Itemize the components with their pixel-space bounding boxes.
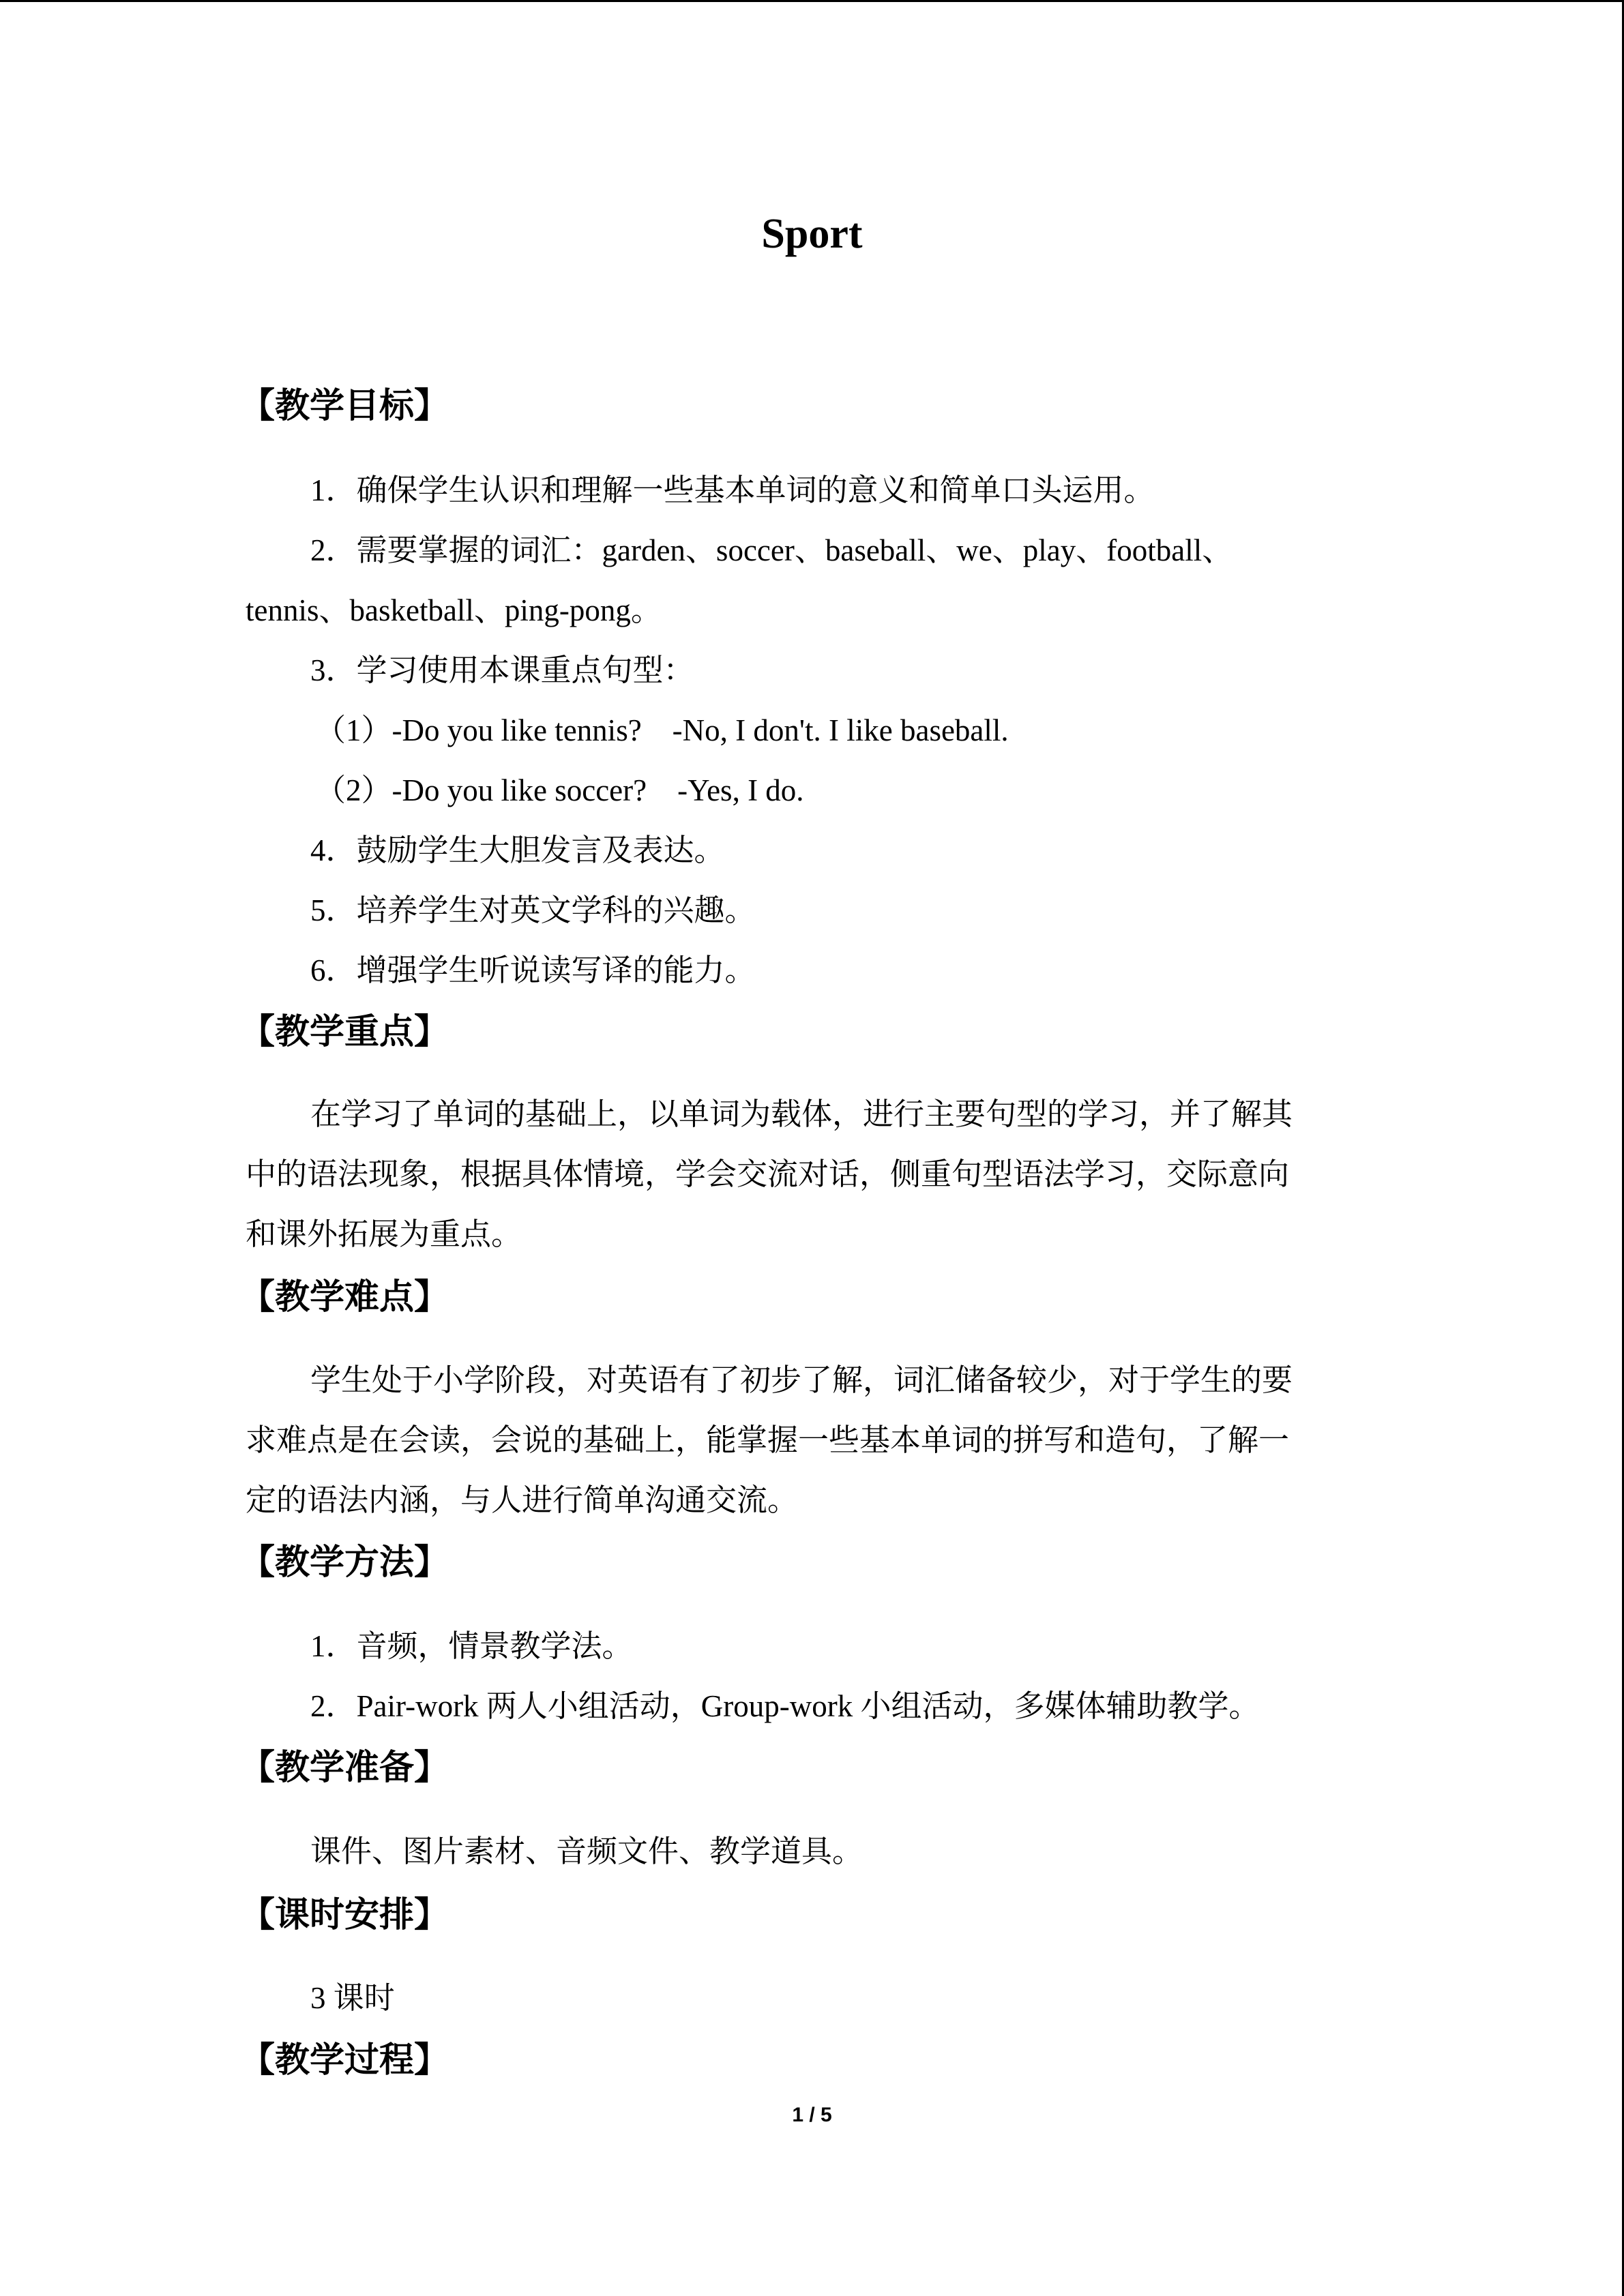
key-points-line: 和课外拓展为重点。	[246, 1217, 522, 1251]
document-title: Sport	[761, 211, 863, 257]
heading-process: 【教学过程】	[240, 2040, 449, 2081]
objective-line: 1．确保学生认识和理解一些基本单词的意义和简单口头运用。	[310, 473, 1155, 507]
key-points-line: 在学习了单词的基础上，以单词为载体，进行主要句型的学习，并了解其	[310, 1097, 1293, 1131]
heading-difficulties: 【教学难点】	[240, 1277, 449, 1317]
preparation-line: 课件、图片素材、音频文件、教学道具。	[310, 1834, 863, 1868]
heading-key-points: 【教学重点】	[240, 1012, 449, 1052]
heading-objectives: 【教学目标】	[240, 386, 449, 426]
difficulties-line: 学生处于小学阶段，对英语有了初步了解，词汇储备较少，对于学生的要	[310, 1363, 1293, 1397]
heading-methods: 【教学方法】	[240, 1542, 449, 1583]
methods-line: 1．音频，情景教学法。	[310, 1629, 633, 1663]
objective-line: 6．增强学生听说读写译的能力。	[310, 953, 756, 987]
schedule-line: 3 课时	[310, 1981, 395, 2015]
objective-line: tennis、basketball、ping-pong。	[246, 593, 662, 627]
objective-line: 2．需要掌握的词汇：garden、soccer、baseball、we、play、football、	[310, 533, 1233, 567]
objective-line: 4．鼓励学生大胆发言及表达。	[310, 833, 725, 867]
objective-line: 3．学习使用本课重点句型：	[310, 653, 694, 687]
objective-line: （2）-Do you like soccer? -Yes, I do.	[315, 773, 804, 807]
difficulties-line: 定的语法内涵，与人进行简单沟通交流。	[246, 1483, 799, 1517]
objective-line: 5．培养学生对英文学科的兴趣。	[310, 893, 756, 927]
difficulties-line: 求难点是在会读，会说的基础上，能掌握一些基本单词的拼写和造句，了解一	[246, 1423, 1290, 1457]
page-number: 1 / 5	[792, 2104, 832, 2126]
heading-schedule: 【课时安排】	[240, 1895, 449, 1935]
objective-line: （1）-Do you like tennis? -No, I don't. I like baseball.	[315, 713, 1009, 747]
key-points-line: 中的语法现象，根据具体情境，学会交流对话，侧重句型语法学习，交际意向	[246, 1157, 1290, 1191]
heading-preparation: 【教学准备】	[240, 1748, 449, 1788]
methods-line: 2．Pair-work 两人小组活动，Group-work 小组活动，多媒体辅助教学。	[310, 1689, 1260, 1723]
